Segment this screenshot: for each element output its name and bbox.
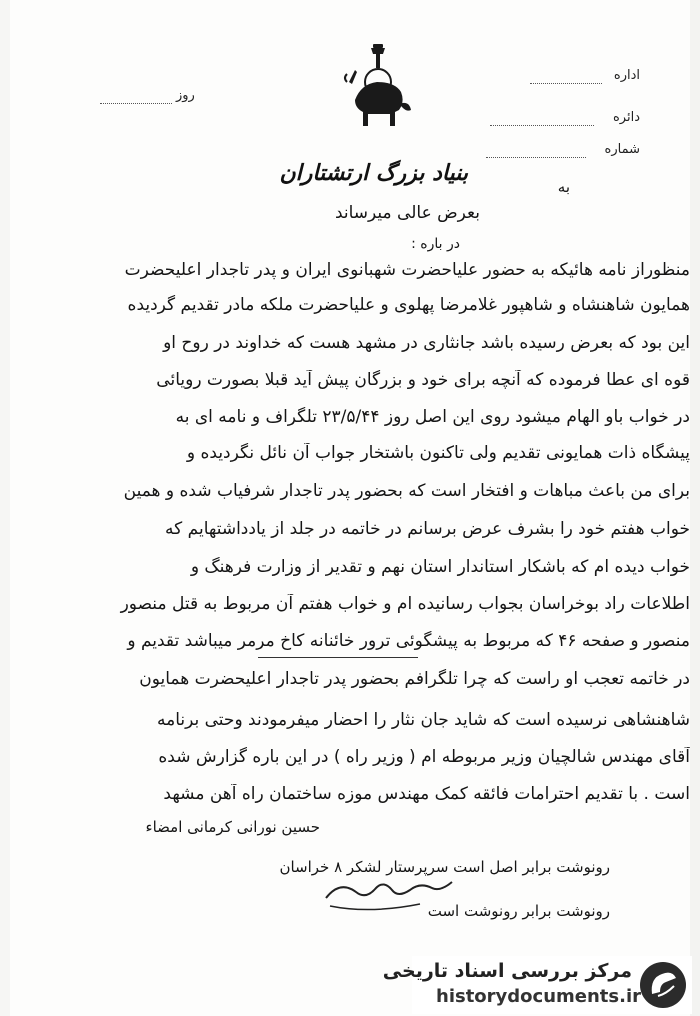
shomare-label: شماره bbox=[604, 142, 640, 157]
body-line: پیشگاه ذات همایونی تقدیم ولی تاکنون باشتخار جواب آن نائل نگردیده و bbox=[186, 443, 690, 463]
page-left-edge bbox=[0, 0, 10, 1016]
rooz-label: روز bbox=[176, 88, 195, 103]
body-line: است . با تقدیم احترامات فائقه کمک مهندس موزه ساختمان راه آهن مشهد bbox=[163, 784, 690, 804]
body-line: در خواب باو الهام میشود روی این اصل روز ۲۳/۵/۴۴ تلگراف و نامه ای به bbox=[175, 407, 690, 427]
organization-title: بنیاد بزرگ ارتشتاران bbox=[279, 160, 468, 186]
edare-label: اداره bbox=[613, 68, 640, 83]
body-line: همایون شاهنشاه و شاهپور غلامرضا پهلوی و علیاحضرت ملکه مادر تقدیم گردیده bbox=[127, 295, 690, 315]
body-line: شاهنشاهی نرسیده است که شاید جان نثار را احضار میفرمودند وحتی برنامه bbox=[156, 710, 690, 730]
body-line: برای من باعث مباهات و افتخار است که بحضور پدر تاجدار شرفیاب شده و همین bbox=[123, 481, 690, 501]
watermark-name: مرکز بررسی اسناد تاریخی bbox=[382, 960, 632, 982]
body-line: منصور و صفحه ۴۶ که مربوط به پیشگوئی ترور خائنانه کاخ مرمر میباشد تقدیم و bbox=[127, 631, 690, 651]
arz-line: بعرض عالی میرساند bbox=[334, 203, 480, 223]
body-line: آقای مهندس شالچیان وزیر مربوطه ام ( وزیر راه ) در این باره گزارش شده bbox=[158, 747, 690, 767]
body-line: منظوراز نامه هائیکه به حضور علیاحضرت شهبانوی ایران و پدر تاجدار اعلیحضرت bbox=[124, 260, 690, 280]
copy-line-2: رونوشت برابر رونوشت است bbox=[427, 902, 610, 920]
body-line: در خاتمه تعجب او راست که چرا تلگرافم بحضور پدر تاجدار اعلیحضرت همایون bbox=[139, 669, 690, 689]
copy-line-1: رونوشت برابر اصل است سرپرستار لشکر ۸ خراسان bbox=[279, 858, 610, 876]
dayere-label: دائره bbox=[612, 110, 640, 125]
archive-watermark bbox=[382, 956, 692, 1014]
darbare-label: در باره : bbox=[411, 236, 460, 252]
body-line: اطلاعات راد بوخراسان بجواب رسانیده ام و خواب هفتم آن مربوط به قتل منصور bbox=[120, 594, 690, 614]
body-line: خواب دیده ام که باشکار استاندار استان نهم و تقدیر از وزارت فرهنگ و bbox=[190, 557, 690, 577]
underline-mark bbox=[258, 656, 418, 658]
page-right-edge bbox=[690, 0, 700, 1016]
body-line: قوه ای عطا فرموده که آنچه برای خود و بزرگان پیش آید قبلا بصورت رویائی bbox=[156, 370, 690, 390]
body-line: این بود که بعرض رسیده باشد جانثاری در مشهد هست که خداوند در روح او bbox=[163, 333, 690, 353]
body-line: خواب هفتم خود را بشرف عرض برسانم در خاتمه در جلد از یادداشتهایم که bbox=[165, 519, 690, 539]
archive-logo-icon bbox=[638, 960, 688, 1010]
signature-name: حسین نورانی کرمانی امضاء bbox=[145, 818, 320, 836]
watermark-url: historydocuments.ir bbox=[436, 986, 641, 1007]
edare-field bbox=[530, 68, 640, 88]
dayere-field bbox=[490, 110, 640, 130]
lion-and-sun-emblem-icon bbox=[337, 42, 417, 140]
shomare-field bbox=[486, 142, 640, 162]
be-label: به bbox=[557, 178, 570, 196]
